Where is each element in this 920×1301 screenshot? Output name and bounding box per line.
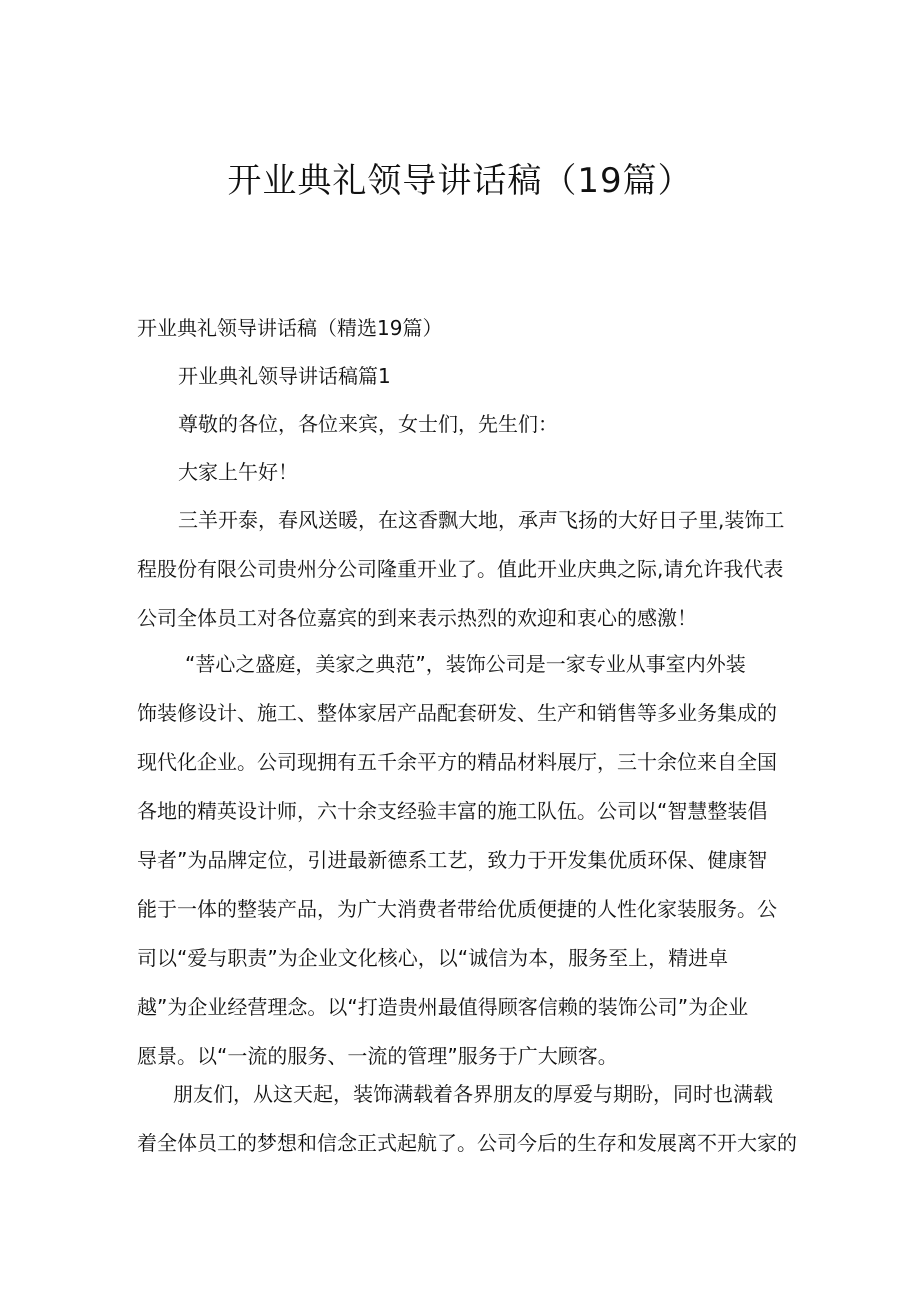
paragraph-3: [137, 1080, 797, 1178]
paragraph-line: 现代化企业。公司现拥有五千余平方的精品材料展厅，三十余位来自全国: [137, 750, 777, 774]
paragraph-line: 程股份有限公司贵州分公司隆重开业了。值此开业庆典之际,请允许我代表: [137, 557, 784, 581]
paragraph-1: [137, 506, 797, 653]
chapter-heading: 开业典礼领导讲话稿篇1: [178, 364, 391, 388]
paragraph-line: 司以“爱与职责”为企业文化核心，以“诚信为本，服务至上，精进卓: [137, 946, 729, 970]
paragraph-line: “菩心之盛庭，美家之典范”，装饰公司是一家专业从事室内外装: [185, 652, 746, 676]
paragraph-line: 越”为企业经营理念。以“打造贵州最值得顾客信赖的装饰公司”为企业: [137, 995, 749, 1019]
document-subtitle: 开业典礼领导讲话稿（精选19篇）: [137, 316, 443, 340]
paragraph-line: 能于一体的整装产品，为广大消费者带给优质便捷的人性化家装服务。公: [137, 897, 777, 921]
paragraph-line: 饰装修设计、施工、整体家居产品配套研发、生产和销售等多业务集成的: [137, 701, 777, 725]
paragraph-line: 公司全体员工对各位嘉宾的到来表示热烈的欢迎和衷心的感激！: [137, 606, 697, 630]
paragraph-line: 导者”为品牌定位，引进最新德系工艺，致力于开发集优质环保、健康智: [137, 848, 768, 872]
paragraph-line: 着全体员工的梦想和信念正式起航了。公司今后的生存和发展离不开大家的: [137, 1131, 797, 1155]
document-title: 开业典礼领导讲话稿（19篇）: [227, 161, 693, 201]
paragraph-line: 愿景。以“一流的服务、一流的管理”服务于广大顾客。: [137, 1044, 618, 1068]
greeting: 大家上午好！: [178, 460, 298, 484]
paragraph-line: 各地的精英设计师，六十余支经验丰富的施工队伍。公司以“智慧整装倡: [137, 799, 768, 823]
paragraph-2: [137, 650, 797, 1091]
salutation: 尊敬的各位，各位来宾，女士们，先生们：: [178, 412, 558, 436]
paragraph-line: 朋友们，从这天起，装饰满载着各界朋友的厚爱与期盼，同时也满载: [173, 1082, 773, 1106]
paragraph-line: 三羊开泰，春风送暖，在这香飘大地，承声飞扬的大好日子里,装饰工: [178, 508, 785, 532]
